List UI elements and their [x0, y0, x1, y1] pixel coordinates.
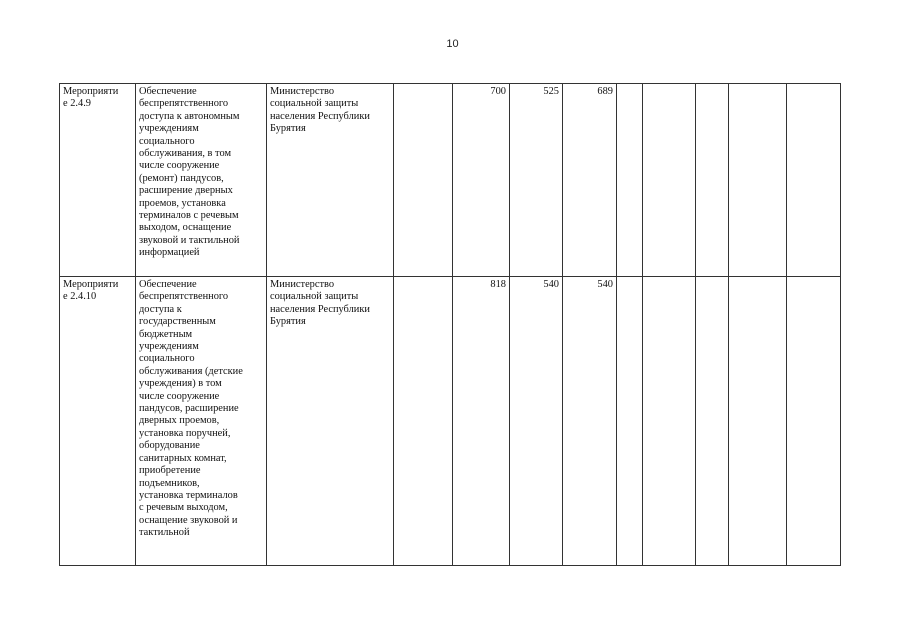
measure-code: Мероприяти е 2.4.10 — [60, 277, 136, 566]
empty-cell — [696, 84, 729, 277]
value-cell-1: 700 — [453, 84, 510, 277]
empty-cell — [729, 277, 787, 566]
empty-cell — [394, 277, 453, 566]
empty-cell — [787, 84, 841, 277]
table-row — [60, 277, 841, 566]
value-cell-1: 818 — [453, 277, 510, 566]
empty-cell — [617, 277, 643, 566]
page-number: 10 — [446, 38, 459, 50]
measure-description: Обеспечение беспрепятственного доступа к государственным бюджетным учреждениям социального обслуживания (детские учреждения) в том числе сооружение пандусов, расширение дверных проемов, установка поручней, оборудование санитарных комнат, приобретение подъемников, установка терминалов с речевым выходом, оснащение звуковой и тактильной — [136, 277, 267, 566]
value-cell-2: 540 — [510, 277, 563, 566]
measure-code: Мероприяти е 2.4.9 — [60, 84, 136, 277]
value-cell-3: 540 — [563, 277, 617, 566]
responsible-organization: Министерство социальной защиты населения Республики Бурятия — [267, 277, 394, 566]
empty-cell — [643, 84, 696, 277]
empty-cell — [643, 277, 696, 566]
value-cell-3: 689 — [563, 84, 617, 277]
empty-cell — [696, 277, 729, 566]
measure-description: Обеспечение беспрепятственного доступа к автономным учреждениям социального обслуживания, в том числе сооружение (ремонт) пандусов, расширение дверных проемов, установка терминалов с речевым выходом, оснащение звуковой и тактильной информацией — [136, 84, 267, 277]
table-row — [60, 84, 841, 277]
empty-cell — [787, 277, 841, 566]
empty-cell — [617, 84, 643, 277]
responsible-organization: Министерство социальной защиты населения Республики Бурятия — [267, 84, 394, 277]
program-table — [59, 83, 841, 566]
empty-cell — [729, 84, 787, 277]
empty-cell — [394, 84, 453, 277]
value-cell-2: 525 — [510, 84, 563, 277]
